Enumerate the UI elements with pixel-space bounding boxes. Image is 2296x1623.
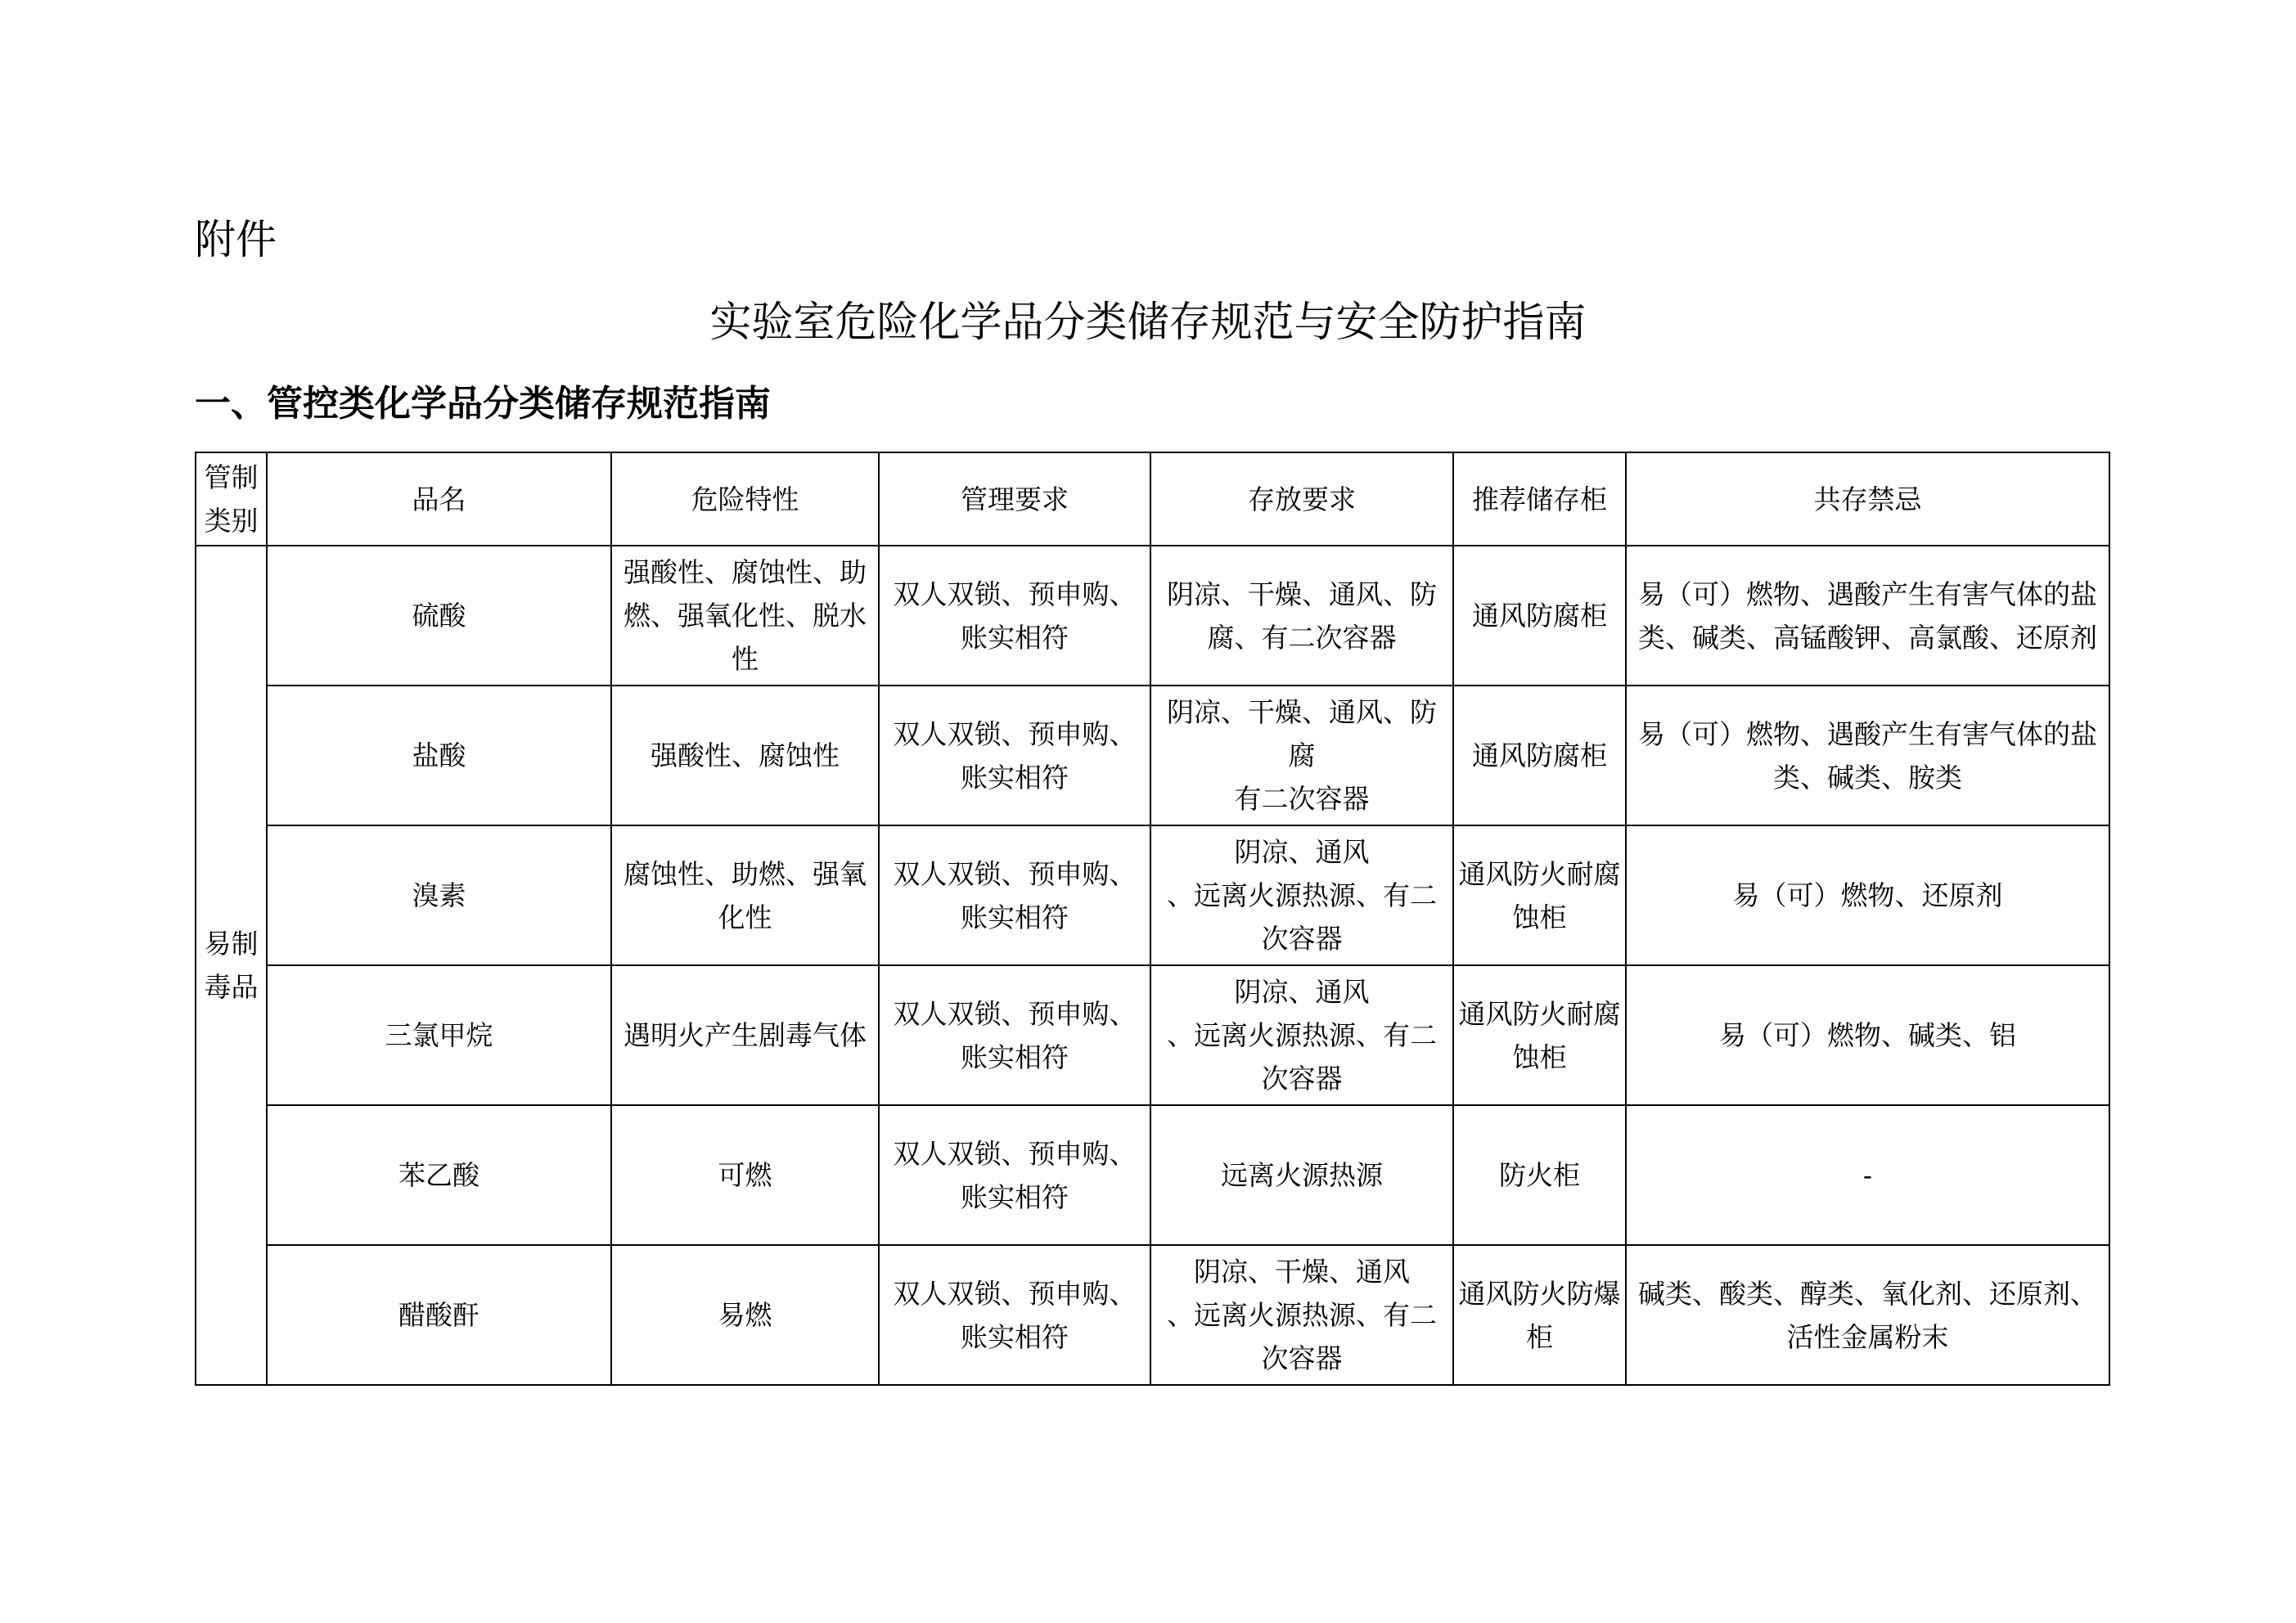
hazard-cell: 强酸性、腐蚀性、助燃、强氧化性、脱水性 [611,546,879,686]
management-cell: 双人双锁、预申购、账实相符 [879,546,1150,686]
storage-cell: 阴凉、干燥、通风、防腐、有二次容器 [1150,546,1453,686]
cabinet-cell: 通风防火防爆柜 [1453,1245,1626,1385]
incompatible-cell: - [1626,1105,2109,1245]
name-cell: 苯乙酸 [267,1105,611,1245]
hazard-cell: 可燃 [611,1105,879,1245]
cabinet-cell: 通风防火耐腐蚀柜 [1453,965,1626,1105]
header-incompatible: 共存禁忌 [1626,452,2109,546]
incompatible-cell: 易（可）燃物、遇酸产生有害气体的盐类、碱类、胺类 [1626,686,2109,825]
document-title: 实验室危险化学品分类储存规范与安全防护指南 [709,299,1587,347]
storage-cell: 阴凉、通风 、远离火源热源、有二次容器 [1150,965,1453,1105]
storage-cell: 阴凉、通风 、远离火源热源、有二次容器 [1150,825,1453,965]
name-cell: 醋酸酐 [267,1245,611,1385]
storage-cell: 阴凉、干燥、通风、防腐 有二次容器 [1150,686,1453,825]
table-row [196,686,2109,825]
name-cell: 溴素 [267,825,611,965]
chemical-storage-table [195,452,2110,1386]
cabinet-cell: 通风防腐柜 [1453,546,1626,686]
incompatible-cell: 易（可）燃物、碱类、铝 [1626,965,2109,1105]
header-category: 管制类别 [196,452,267,546]
hazard-cell: 腐蚀性、助燃、强氧化性 [611,825,879,965]
name-cell: 三氯甲烷 [267,965,611,1105]
name-cell: 硫酸 [267,546,611,686]
management-cell: 双人双锁、预申购、账实相符 [879,825,1150,965]
management-cell: 双人双锁、预申购、账实相符 [879,1245,1150,1385]
table-row [196,965,2109,1105]
incompatible-cell: 易（可）燃物、遇酸产生有害气体的盐类、碱类、高锰酸钾、高氯酸、还原剂 [1626,546,2109,686]
incompatible-cell: 碱类、酸类、醇类、氧化剂、还原剂、活性金属粉末 [1626,1245,2109,1385]
cabinet-cell: 通风防腐柜 [1453,686,1626,825]
table-header-row [196,452,2109,546]
header-hazard: 危险特性 [611,452,879,546]
management-cell: 双人双锁、预申购、账实相符 [879,686,1150,825]
storage-cell: 远离火源热源 [1150,1105,1453,1245]
hazard-cell: 易燃 [611,1245,879,1385]
table-row [196,546,2109,686]
cabinet-cell: 防火柜 [1453,1105,1626,1245]
table-row [196,825,2109,965]
attachment-label: 附件 [195,216,277,263]
name-cell: 盐酸 [267,686,611,825]
hazard-cell: 遇明火产生剧毒气体 [611,965,879,1105]
section-title: 一、管控类化学品分类储存规范指南 [195,383,771,425]
hazard-cell: 强酸性、腐蚀性 [611,686,879,825]
header-name: 品名 [267,452,611,546]
header-cabinet: 推荐储存柜 [1453,452,1626,546]
header-storage: 存放要求 [1150,452,1453,546]
header-management: 管理要求 [879,452,1150,546]
cabinet-cell: 通风防火耐腐蚀柜 [1453,825,1626,965]
category-cell: 易制毒品 [196,546,267,1385]
management-cell: 双人双锁、预申购、账实相符 [879,965,1150,1105]
table-row [196,1105,2109,1245]
incompatible-cell: 易（可）燃物、还原剂 [1626,825,2109,965]
management-cell: 双人双锁、预申购、账实相符 [879,1105,1150,1245]
table-row [196,1245,2109,1385]
storage-cell: 阴凉、干燥、通风 、远离火源热源、有二次容器 [1150,1245,1453,1385]
